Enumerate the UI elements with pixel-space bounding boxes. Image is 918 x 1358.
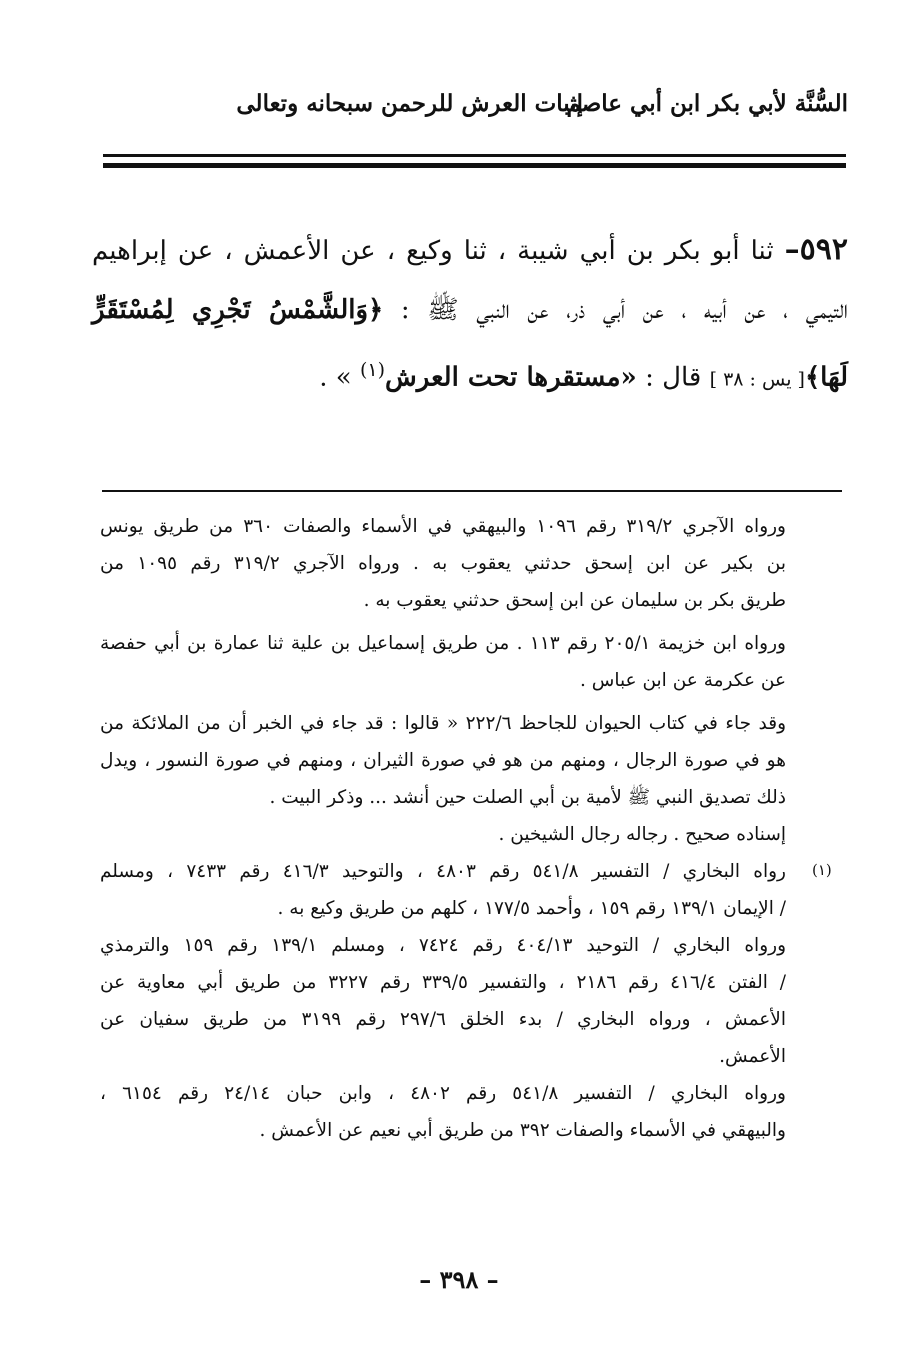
book-title: السُّنَّة لأبي بكر ابن أبي عاصم — [566, 90, 848, 117]
footnote-reference: (١) — [359, 359, 386, 381]
note-line: ورواه الآجري ٣١٩/٢ رقم ١٠٩٦ والبيهقي في الأسماء والصفات ٣٦٠ من طريق يونس — [100, 516, 786, 537]
hadith-line-1 — [92, 220, 848, 280]
note-line: عن عكرمة عن ابن عباس . — [579, 670, 786, 691]
note-line: وقد جاء في كتاب الحيوان للجاحظ ٢٢٢/٦ « قالوا : قد جاء في الخبر أن من الملائكة من — [100, 713, 787, 734]
note-line: ذلك تصديق النبي ﷺ لأمية بن أبي الصلت حين أنشد ... وذكر البيت . — [269, 787, 786, 808]
chapter-title: إثبات العرش للرحمن سبحانه وتعالى — [236, 90, 583, 117]
hadith-line-3 — [92, 340, 848, 400]
note-line: هو في صورة الرجال ، ومنهم من هو في صورة الثيران ، ومنهم في صورة النسور ، ويدل — [100, 750, 786, 771]
note-line: والبيهقي في الأسماء والصفات ٣٩٢ من طريق أبي نعيم عن الأعمش . — [259, 1120, 786, 1141]
footnote-separator — [102, 490, 842, 492]
note-line: ورواه البخاري / التوحيد ٤٠٤/١٣ رقم ٧٤٢٤ ، ومسلم ١٣٩/١ رقم ١٥٩ والترمذي — [100, 935, 787, 956]
running-header — [100, 84, 848, 124]
footnote-marker: (١) — [812, 861, 832, 879]
verse-reference: [ يس : ٣٨ ] — [709, 368, 805, 391]
note-line: ورواه ابن خزيمة ٢٠٥/١ رقم ١١٣ . من طريق إسماعيل بن علية ثنا عمارة بن أبي حفصة — [100, 633, 786, 654]
note-line: الأعمش. — [719, 1046, 786, 1067]
matn-close: » . — [319, 362, 352, 393]
note-line: إسناده صحيح . رجاله رجال الشيخين . — [498, 824, 786, 845]
note-line: بن بكير عن ابن إسحق حدثني يعقوب به . ورواه الآجري ٣١٩/٢ رقم ١٠٩٥ من — [100, 553, 786, 574]
header-rule-thick — [103, 163, 846, 168]
note-line: رواه البخاري / التفسير ٥٤١/٨ رقم ٤٨٠٣ ، والتوحيد ٤١٦/٣ رقم ٧٤٣٣ ، ومسلم — [100, 861, 786, 882]
note-line: الأعمش ، ورواه البخاري / بدء الخلق ٢٩٧/٦ رقم ٣١٩٩ من طريق سفيان عن — [100, 1009, 786, 1030]
hadith-chain-2: التيمي ، عن أبيه ، عن أبي ذر، عن النبي ﷺ : — [400, 295, 849, 325]
page-number: – ٣٩٨ – — [419, 1265, 499, 1294]
hadith-number: ٥٩٢– — [784, 232, 848, 267]
note-line: ورواه البخاري / التفسير ٥٤١/٨ رقم ٤٨٠٢ ، وابن حبان ٢٤/١٤ رقم ٦١٥٤ ، — [100, 1083, 786, 1104]
quran-verse-end: لَهَا﴾ — [804, 362, 848, 393]
hadith-text — [92, 220, 848, 400]
note-line: / الإيمان ١٣٩/١ رقم ١٥٩ ، وأحمد ١٧٧/٥ ، كلهم من طريق وكيع به . — [277, 898, 786, 919]
said-label: قال : — [645, 362, 702, 393]
quran-verse-start: ﴿وَالشَّمْسُ تَجْرِي لِمُسْتَقَرٍّ — [92, 295, 384, 325]
note-line: طريق بكر بن سليمان عن ابن إسحق حدثني يعقوب به . — [363, 590, 786, 611]
hadith-matn: «مستقرها تحت العرش — [385, 362, 637, 393]
hadith-line-2 — [92, 280, 848, 340]
note-line: / الفتن ٤١٦/٤ رقم ٢١٨٦ ، والتفسير ٣٣٩/٥ رقم ٣٢٢٧ من طريق أبي معاوية عن — [100, 972, 786, 993]
header-rule-thin — [103, 154, 846, 157]
hadith-chain-1: ثنا أبو بكر بن أبي شيبة ، ثنا وكيع ، عن الأعمش ، عن إبراهيم — [92, 236, 774, 266]
footnotes — [100, 508, 786, 1149]
